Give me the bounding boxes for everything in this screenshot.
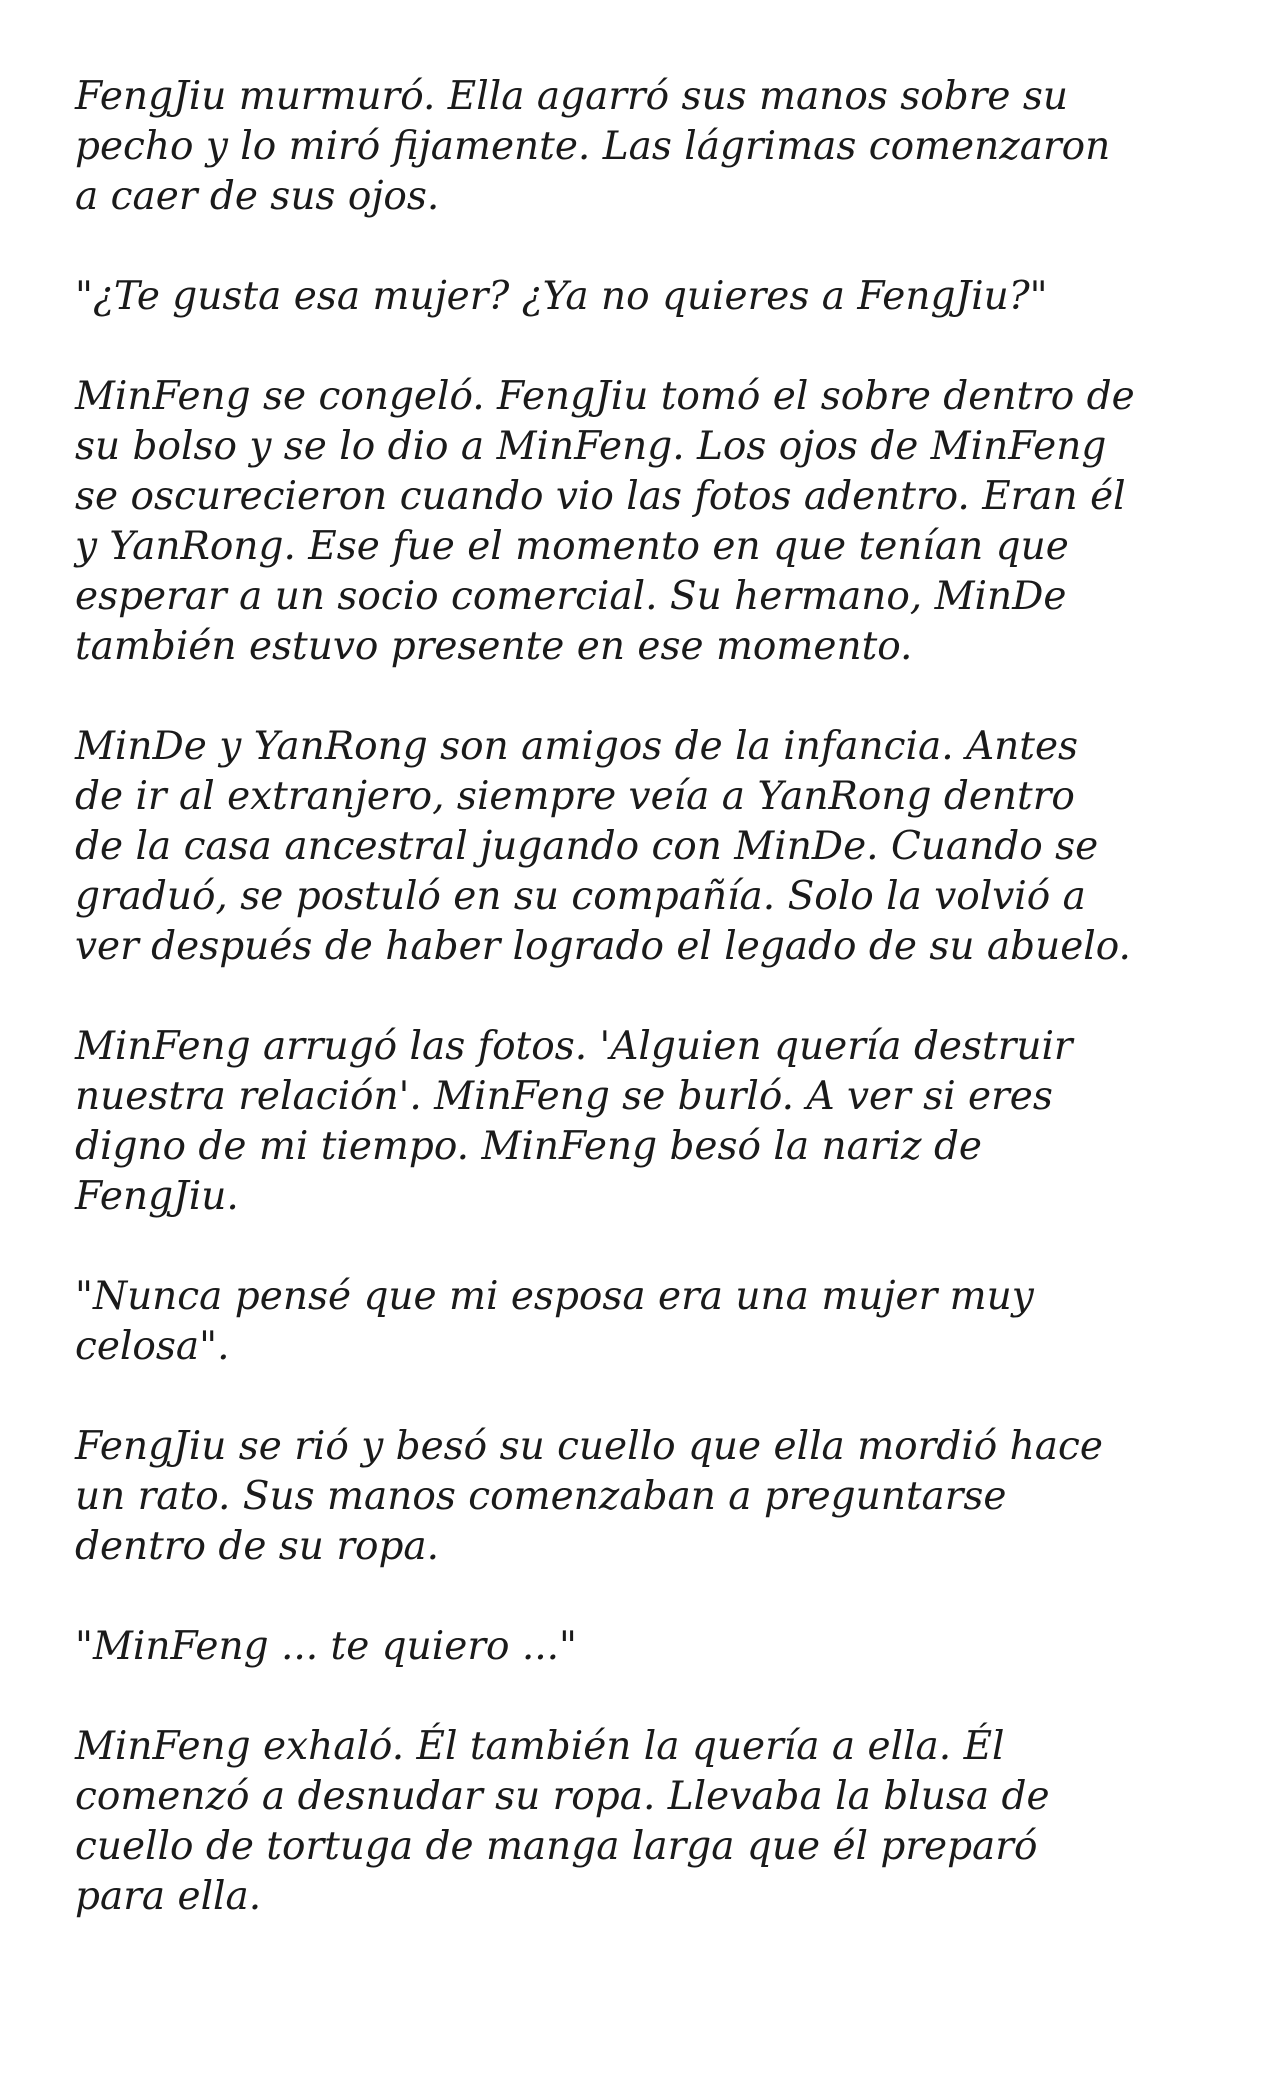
text-line: "MinFeng ... te quiero ..." <box>75 1624 577 1669</box>
text-line: su bolso y se lo dio a MinFeng. Los ojos de MinFeng <box>75 424 1107 469</box>
paragraph <box>75 372 1215 672</box>
text-line: digno de mi tiempo. MinFeng besó la nariz de <box>75 1124 982 1169</box>
text-line: de ir al extranjero, siempre veía a YanRong dentro <box>75 774 1075 819</box>
text-line: se oscurecieron cuando vio las fotos adentro. Eran él <box>75 474 1126 519</box>
document-page <box>75 72 1215 1972</box>
paragraph <box>75 722 1215 972</box>
text-line: "¿Te gusta esa mujer? ¿Ya no quieres a FengJiu?" <box>75 274 1048 319</box>
paragraph <box>75 1272 1215 1372</box>
text-line: MinFeng se congeló. FengJiu tomó el sobre dentro de <box>75 374 1135 419</box>
text-line: graduó, se postuló en su compañía. Solo la volvió a <box>75 874 1086 919</box>
text-line: dentro de su ropa. <box>75 1524 440 1569</box>
text-line: a caer de sus ojos. <box>75 174 440 219</box>
paragraph <box>75 72 1215 222</box>
text-line: FengJiu murmuró. Ella agarró sus manos sobre su <box>75 74 1068 119</box>
text-line: FengJiu. <box>75 1174 239 1219</box>
paragraph <box>75 1722 1215 1922</box>
text-line: y YanRong. Ese fue el momento en que tenían que <box>75 524 1069 569</box>
text-line: para ella. <box>75 1874 262 1919</box>
text-line: pecho y lo miró fijamente. Las lágrimas comenzaron <box>75 124 1111 169</box>
paragraph <box>75 272 1215 322</box>
text-line: "Nunca pensé que mi esposa era una mujer muy <box>75 1274 1034 1319</box>
text-line: nuestra relación'. MinFeng se burló. A ver si eres <box>75 1074 1053 1119</box>
text-line: cuello de tortuga de manga larga que él preparó <box>75 1824 1038 1869</box>
paragraph <box>75 1622 1215 1672</box>
text-line: FengJiu se rió y besó su cuello que ella mordió hace <box>75 1424 1103 1469</box>
text-line: MinFeng arrugó las fotos. 'Alguien quería destruir <box>75 1024 1073 1069</box>
text-line: de la casa ancestral jugando con MinDe. Cuando se <box>75 824 1099 869</box>
text-line: también estuvo presente en ese momento. <box>75 624 913 669</box>
paragraph <box>75 1422 1215 1572</box>
text-line: celosa". <box>75 1324 230 1369</box>
text-line: MinFeng exhaló. Él también la quería a ella. Él <box>75 1724 1005 1769</box>
paragraph <box>75 1022 1215 1222</box>
text-line: ver después de haber logrado el legado de su abuelo. <box>75 924 1131 969</box>
text-line: esperar a un socio comercial. Su hermano, MinDe <box>75 574 1067 619</box>
text-line: MinDe y YanRong son amigos de la infancia. Antes <box>75 724 1079 769</box>
text-line: comenzó a desnudar su ropa. Llevaba la blusa de <box>75 1774 1050 1819</box>
text-line: un rato. Sus manos comenzaban a preguntarse <box>75 1474 1007 1519</box>
